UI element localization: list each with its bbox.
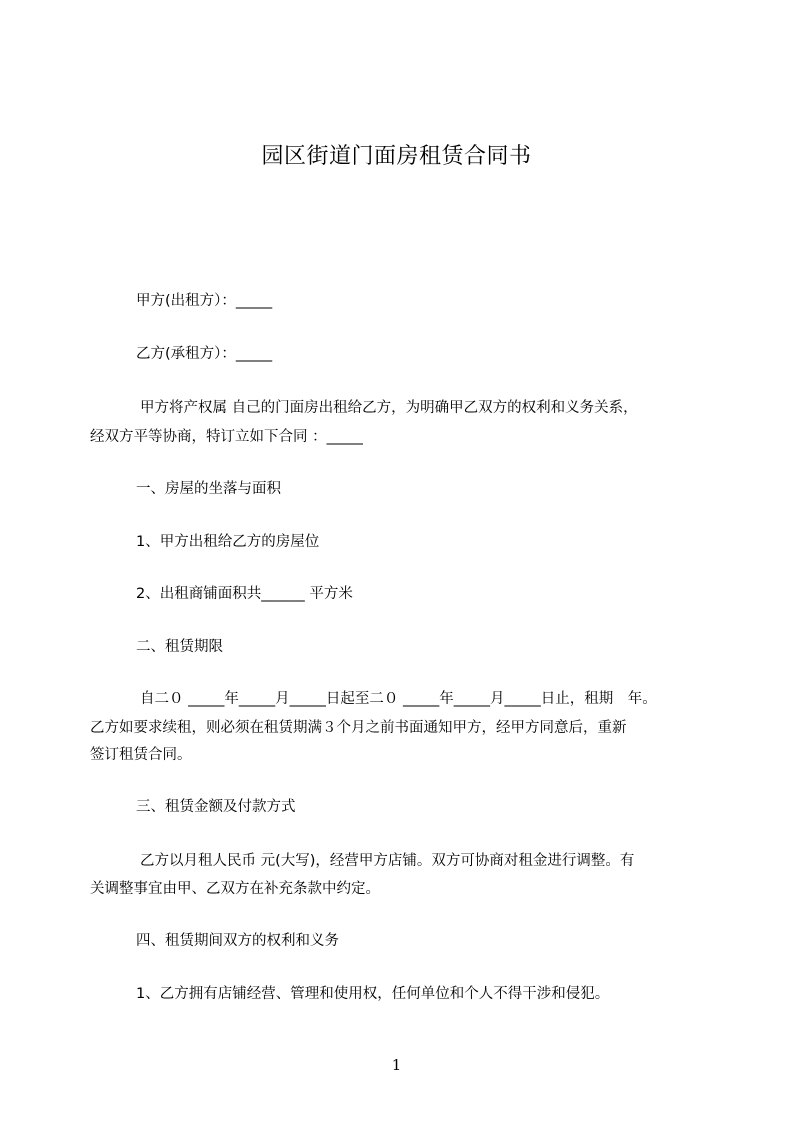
section-4-item-1: 1、乙方拥有店铺经营、管理和使用权，任何单位和个人不得干涉和侵犯。: [136, 986, 610, 1002]
party-b-line: 乙方(承租方）：_____: [136, 346, 273, 362]
section-1-item-2: 2、出租商铺面积共______ 平方米: [136, 586, 353, 602]
document-title: 园区街道门面房租赁合同书: [261, 144, 532, 169]
section-2-heading: 二、租赁期限: [136, 639, 223, 655]
section-1-heading: 一、房屋的坐落与面积: [136, 481, 281, 497]
page-number: 1: [391, 1056, 402, 1074]
section-3-line-2: 关调整事宜由甲、乙双方在补充条款中约定。: [90, 881, 380, 897]
section-2-line-2: 乙方如要求续租，则必须在租赁期满３个月之前书面通知甲方，经甲方同意后，重新: [90, 720, 627, 736]
section-2-line-1: 自二０ _____年_____月_____日起至二０ _____年_____月_____日止，租期 年。: [140, 691, 657, 707]
intro-paragraph-line-1: 甲方将产权属 自己的门面房出租给乙方，为明确甲乙双方的权利和义务关系，: [140, 400, 638, 416]
section-4-heading: 四、租赁期间双方的权利和义务: [136, 933, 339, 949]
section-1-item-1: 1、甲方出租给乙方的房屋位: [136, 534, 320, 550]
section-3-line-1: 乙方以月租人民币 元(大写)，经营甲方店铺。双方可协商对租金进行调整。有: [140, 853, 635, 869]
intro-paragraph-line-2: 经双方平等协商，特订立如下合同 ：_____: [90, 429, 363, 445]
party-a-line: 甲方(出租方）：_____: [136, 293, 273, 309]
section-3-heading: 三、租赁金额及付款方式: [136, 799, 296, 815]
section-2-line-3: 签订租赁合同。: [90, 747, 192, 763]
